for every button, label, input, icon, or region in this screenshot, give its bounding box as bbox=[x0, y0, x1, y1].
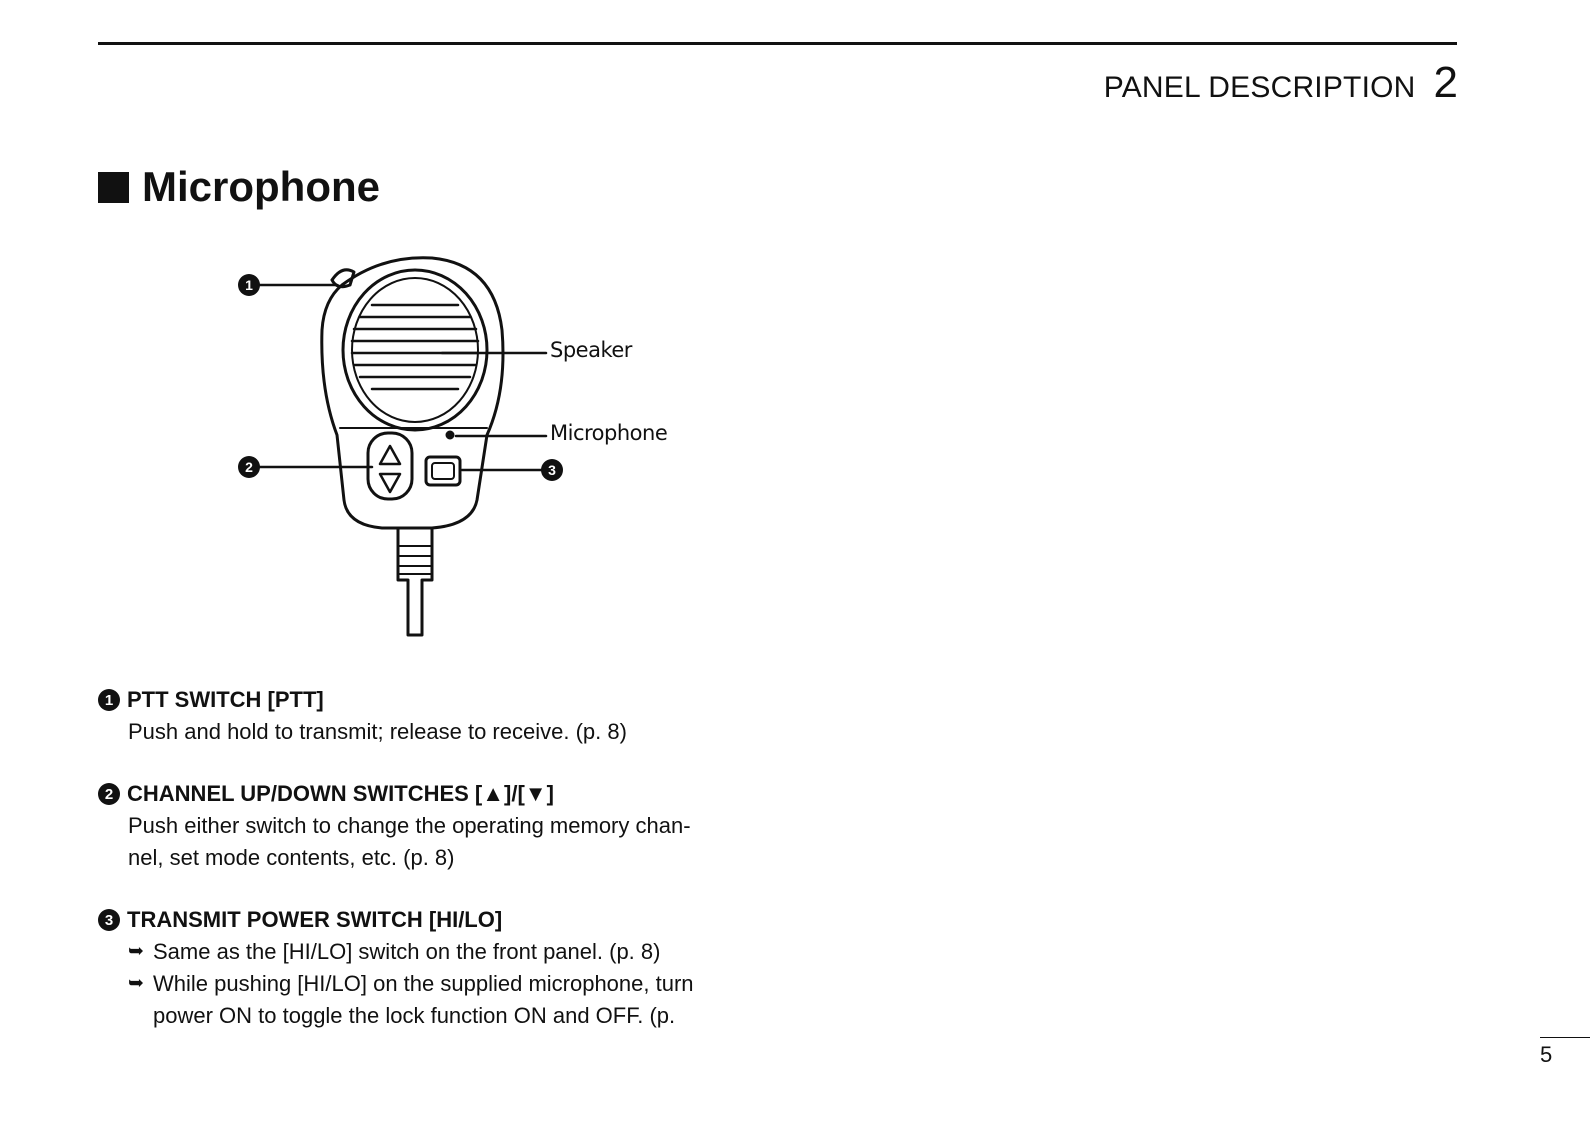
section-title: Microphone bbox=[142, 163, 380, 210]
header-rule bbox=[98, 42, 1457, 45]
chapter-header bbox=[1104, 58, 1458, 108]
bullet-item bbox=[98, 936, 758, 968]
item-list bbox=[98, 684, 758, 1062]
callout-1 bbox=[238, 274, 260, 296]
microphone-figure bbox=[232, 250, 682, 650]
item-number-badge: 2 bbox=[98, 783, 120, 805]
item-title: TRANSMIT POWER SWITCH [HI/LO] bbox=[127, 907, 503, 932]
item-number-badge: 1 bbox=[98, 689, 120, 711]
arrow-bullet-icon: ➥ bbox=[128, 941, 144, 962]
chapter-number: 2 bbox=[1433, 58, 1458, 107]
callout-3-number: 3 bbox=[548, 462, 556, 478]
callout-1-number: 1 bbox=[245, 277, 253, 293]
item-ptt bbox=[98, 684, 758, 748]
bullet-text: While pushing [HI/LO] on the supplied microphone, turn power ON to toggle the lock function ON and OFF. (p. bbox=[153, 971, 694, 1028]
item-number-badge: 3 bbox=[98, 909, 120, 931]
item-description-line: nel, set mode contents, etc. (p. 8) bbox=[128, 845, 455, 870]
callout-3 bbox=[541, 459, 563, 481]
down-arrow-shape bbox=[380, 474, 400, 492]
speaker-grille-outer bbox=[343, 270, 487, 430]
callout-2-number: 2 bbox=[245, 459, 253, 475]
microphone-label: Microphone bbox=[550, 421, 668, 445]
arrow-bullet-icon: ➥ bbox=[128, 973, 144, 994]
section-heading bbox=[98, 163, 380, 211]
square-bullet-icon bbox=[98, 172, 129, 203]
bullet-item bbox=[98, 968, 758, 1032]
chapter-title: PANEL DESCRIPTION bbox=[1103, 71, 1416, 104]
microphone-illustration bbox=[232, 250, 682, 650]
up-down-switch-frame bbox=[368, 433, 412, 499]
bullet-text: Same as the [HI/LO] switch on the front panel. (p. 8) bbox=[153, 939, 661, 964]
footer-rule bbox=[1540, 1037, 1590, 1038]
item-power-switch bbox=[98, 904, 758, 1032]
item-description-line: Push either switch to change the operating memory chan- bbox=[128, 813, 691, 838]
callout-2 bbox=[238, 456, 260, 478]
item-title: PTT SWITCH [PTT] bbox=[127, 687, 324, 712]
page-number: 5 bbox=[1540, 1042, 1553, 1067]
item-title: CHANNEL UP/DOWN SWITCHES [▲]/[▼] bbox=[127, 781, 554, 806]
item-channel-switches bbox=[98, 778, 758, 874]
up-arrow-shape bbox=[380, 446, 400, 464]
mic-cord bbox=[398, 528, 432, 635]
item-description: Push and hold to transmit; release to receive. (p. 8) bbox=[128, 719, 627, 744]
speaker-grille-inner bbox=[352, 278, 478, 422]
speaker-label: Speaker bbox=[550, 338, 632, 362]
speaker-slots bbox=[352, 305, 478, 389]
